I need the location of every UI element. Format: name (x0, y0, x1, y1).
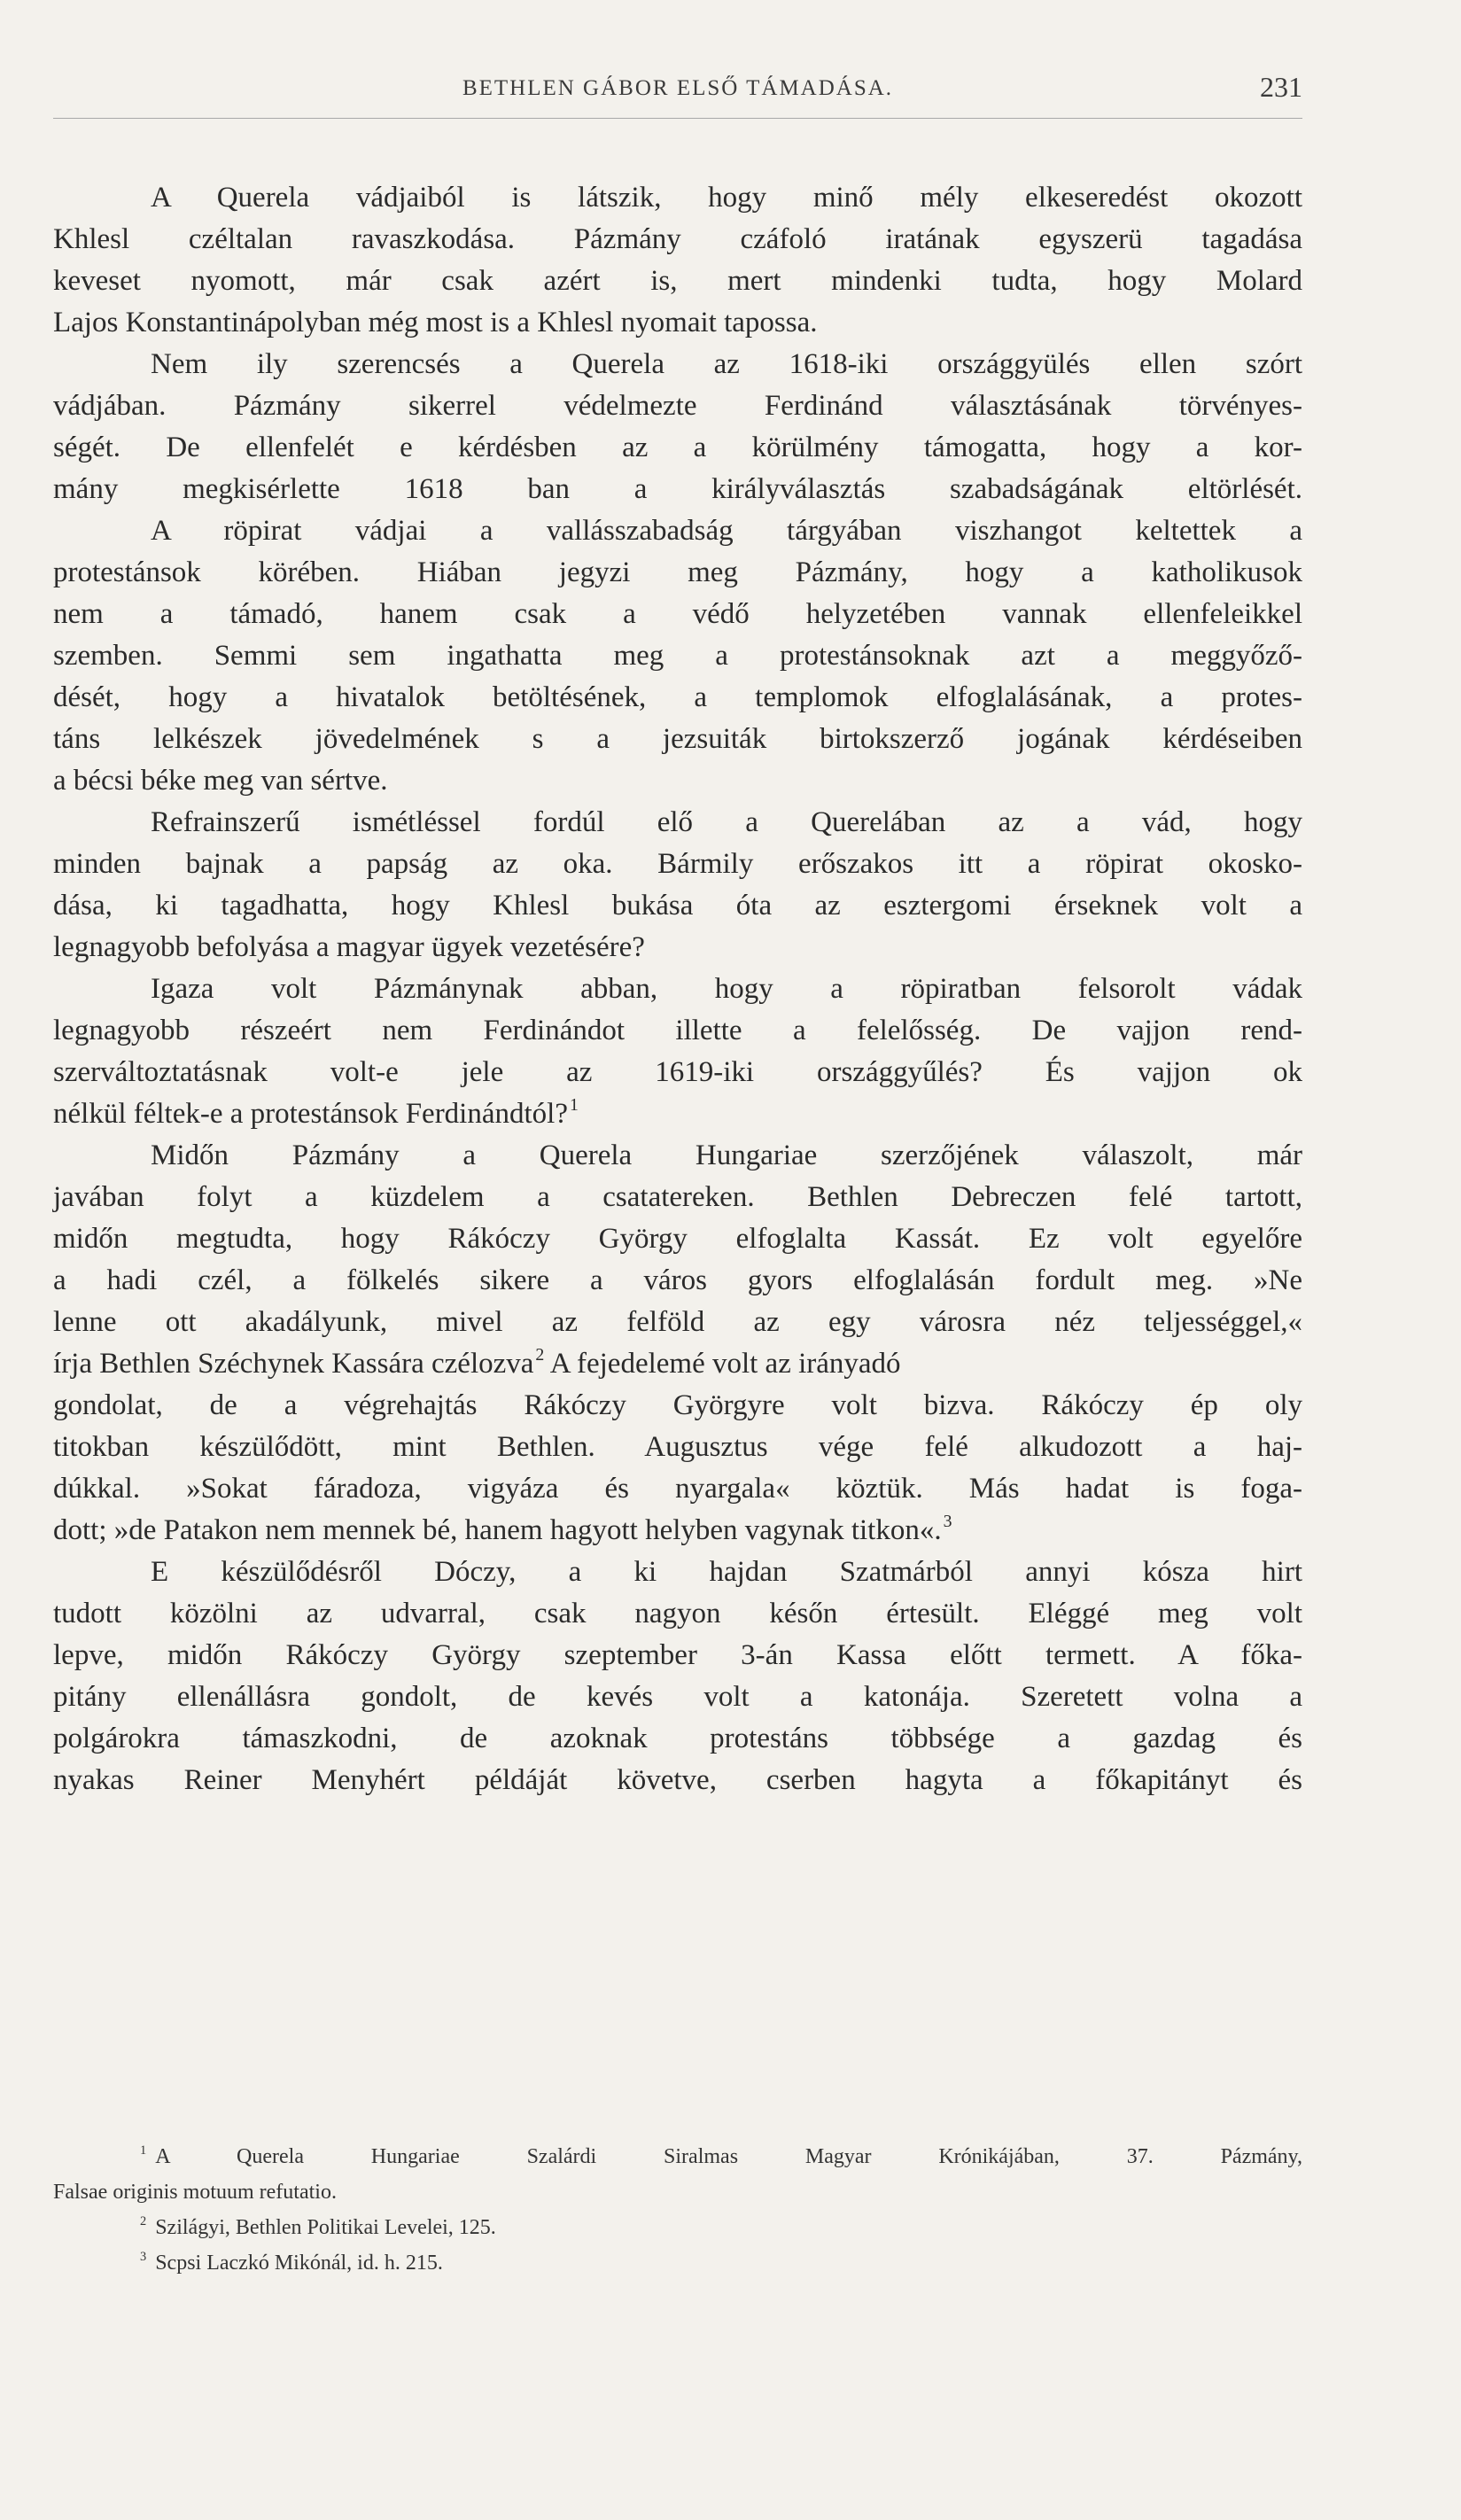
footnote-reference: 2 (535, 1345, 545, 1365)
footnote-text: Scpsi Laczkó Mikónál, id. h. 215. (155, 2252, 443, 2275)
text-line-content: gondolat, de a végrehajtás Rákóczy Györgyre volt bizva. Rákóczy ép oly (53, 1389, 1302, 1421)
text-line (53, 1010, 1302, 1052)
text-line (53, 635, 1302, 677)
text-line (53, 844, 1302, 885)
footnote-number: 2 (140, 2213, 147, 2228)
running-head (53, 71, 1302, 115)
text-line-content: pitány ellenállásra gondolt, de kevés volt a katonája. Szeretett volna a (53, 1681, 1302, 1713)
footnote-reference: 3 (943, 1512, 952, 1532)
text-line-content: javában folyt a küzdelem a csatatereken. Bethlen Debreczen felé tartott, (53, 1181, 1302, 1213)
text-line (53, 469, 1302, 510)
text-line (53, 968, 1302, 1010)
text-line (53, 510, 1302, 552)
text-line-content: Refrainszerű ismétléssel fordúl elő a Querelában az a vád, hogy (151, 806, 1302, 838)
text-line-content: polgárokra támaszkodni, de azoknak protestáns többsége a gazdag és (53, 1723, 1302, 1754)
text-line (53, 1676, 1302, 1718)
header-rule (53, 118, 1302, 119)
text-line-content: E készülődésről Dóczy, a ki hajdan Szatmárból annyi kósza hirt (151, 1556, 1302, 1588)
text-line (53, 1260, 1302, 1302)
text-line-content: Igaza volt Pázmánynak abban, hogy a röpiratban felsorolt vádak (151, 973, 1302, 1005)
text-line-content: mány megkisérlette 1618 ban a királyválasztás szabadságának eltörlését. (53, 473, 1302, 505)
footnote-reference: 1 (569, 1095, 579, 1116)
text-line-content: nélkül féltek-e a protestánsok Ferdinándtól? (53, 1098, 568, 1130)
text-line-content: írja Bethlen Széchynek Kassára czélozva (53, 1348, 534, 1380)
text-line-content: szerváltoztatásnak volt-e jele az 1619-iki országgyűlés? És vajjon ok (53, 1056, 1302, 1088)
text-line-content: a hadi czél, a fölkelés sikere a város gyors elfoglalásán fordult meg. »Ne (53, 1264, 1302, 1296)
text-line (53, 594, 1302, 635)
text-line (53, 1593, 1302, 1635)
footnote-text: Szilágyi, Bethlen Politikai Levelei, 125. (155, 2216, 496, 2239)
text-line-content: keveset nyomott, már csak azért is, mert mindenki tudta, hogy Molard (53, 265, 1302, 297)
text-line-content: legnagyobb részeért nem Ferdinándot illette a felelősség. De vajjon rend- (53, 1015, 1302, 1046)
text-line (53, 1552, 1302, 1593)
text-line (53, 1093, 1302, 1135)
text-line (53, 1718, 1302, 1760)
text-line-content: protestánsok körében. Hiában jegyzi meg Pázmány, hogy a katholikusok (53, 556, 1302, 588)
text-line-content: midőn megtudta, hogy Rákóczy György elfoglalta Kassát. Ez volt egyelőre (53, 1223, 1302, 1255)
footnote (53, 2245, 1302, 2281)
text-line-content: legnagyobb befolyása a magyar ügyek vezetésére? (53, 931, 645, 963)
text-line-content: nyakas Reiner Menyhért példáját követve, cserben hagyta a főkapitányt és (53, 1764, 1302, 1796)
footnote-number: 3 (140, 2249, 147, 2264)
text-line (53, 719, 1302, 760)
text-line (53, 344, 1302, 385)
text-line-content: tudott közölni az udvarral, csak nagyon későn értesült. Eléggé meg volt (53, 1598, 1302, 1629)
footnote (53, 2174, 1302, 2210)
text-line (53, 385, 1302, 427)
text-line (53, 177, 1302, 219)
text-line (53, 1343, 1302, 1385)
text-line (53, 1135, 1302, 1177)
text-line (53, 427, 1302, 469)
text-line-content: A Querela vádjaiból is látszik, hogy minő mély elkeseredést okozott (151, 182, 1302, 214)
footnote-number: 1 (140, 2143, 147, 2158)
text-line-content: titokban készülődött, mint Bethlen. Augusztus vége felé alkudozott a haj- (53, 1431, 1302, 1463)
text-line-content: lepve, midőn Rákóczy György szeptember 3-án Kassa előtt termett. A főka- (53, 1639, 1302, 1671)
text-line (53, 885, 1302, 927)
text-line-content: Midőn Pázmány a Querela Hungariae szerzőjének válaszolt, már (151, 1139, 1302, 1171)
text-line (53, 677, 1302, 719)
text-line-content: ségét. De ellenfelét e kérdésben az a körülmény támogatta, hogy a kor- (53, 432, 1302, 463)
text-line-continuation: A fejedelemé volt az irányadó (544, 1348, 901, 1380)
text-line (53, 219, 1302, 261)
page-number: 231 (1260, 71, 1302, 103)
text-line (53, 1468, 1302, 1510)
text-line-content: a bécsi béke meg van sértve. (53, 765, 388, 797)
text-line (53, 1635, 1302, 1676)
text-line-content: Nem ily szerencsés a Querela az 1618-iki országgyülés ellen szórt (151, 348, 1302, 380)
text-line (53, 1177, 1302, 1218)
text-line (53, 1218, 1302, 1260)
text-line-content: nem a támadó, hanem csak a védő helyzetében vannak ellenfeleikkel (53, 598, 1302, 630)
text-line-content: dása, ki tagadhatta, hogy Khlesl bukása óta az esztergomi érseknek volt a (53, 890, 1302, 922)
text-line (53, 1760, 1302, 1801)
text-line-content: A röpirat vádjai a vallásszabadság tárgyában viszhangot keltettek a (151, 515, 1302, 547)
text-line (53, 1385, 1302, 1427)
text-line (53, 552, 1302, 594)
running-head-title: BETHLEN GÁBOR ELSŐ TÁMADÁSA. (462, 76, 894, 100)
text-line-content: minden bajnak a papság az oka. Bármily erőszakos itt a röpirat okosko- (53, 848, 1302, 880)
footnote-text: A Querela Hungariae Szalárdi Siralmas Magyar Krónikájában, 37. Pázmány, (155, 2145, 1302, 2168)
text-line-content: dúkkal. »Sokat fáradoza, vigyáza és nyargala« köztük. Más hadat is foga- (53, 1473, 1302, 1505)
text-line-content: Lajos Konstantinápolyban még most is a Khlesl nyomait tapossa. (53, 307, 818, 338)
text-line-content: táns lelkészek jövedelmének s a jezsuiták birtokszerző jogának kérdéseiben (53, 723, 1302, 755)
text-line (53, 802, 1302, 844)
text-line (53, 1302, 1302, 1343)
footnotes (53, 2139, 1302, 2281)
text-line (53, 760, 1302, 802)
text-line-content: dését, hogy a hivatalok betöltésének, a templomok elfoglalásának, a protes- (53, 681, 1302, 713)
footnote (53, 2139, 1302, 2174)
footnote (53, 2210, 1302, 2245)
text-line (53, 1052, 1302, 1093)
text-line-content: lenne ott akadályunk, mivel az felföld az egy városra néz teljességgel,« (53, 1306, 1302, 1338)
text-line-content: dott; »de Patakon nem mennek bé, hanem hagyott helyben vagynak titkon«. (53, 1514, 942, 1546)
body-text (53, 177, 1302, 1801)
text-line (53, 1510, 1302, 1552)
text-line-content: szemben. Semmi sem ingathatta meg a protestánsoknak azt a meggyőző- (53, 640, 1302, 672)
footnote-text: Falsae originis motuum refutatio. (53, 2181, 337, 2204)
text-line (53, 927, 1302, 968)
text-line-content: vádjában. Pázmány sikerrel védelmezte Ferdinánd választásának törvényes- (53, 390, 1302, 422)
text-line-content: Khlesl czéltalan ravaszkodása. Pázmány czáfoló iratának egyszerü tagadása (53, 223, 1302, 255)
text-line (53, 302, 1302, 344)
text-line (53, 261, 1302, 302)
text-line (53, 1427, 1302, 1468)
